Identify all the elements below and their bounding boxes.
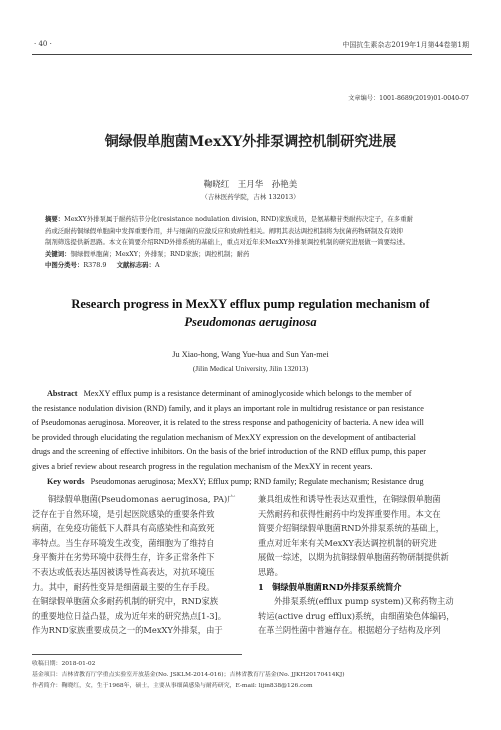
cn-abstract-line: 摘要：MexXY外排泵属于耐药结节分化(resistance nodulation division, RND)家族成员，是氨基糖苷类耐药决定子，在多重耐	[45, 215, 413, 223]
en-abstract-line: Abstract MexXY efflux pump is a resistance determinant of aminoglycoside which belongs to the member of	[47, 389, 412, 398]
footnotes	[32, 659, 472, 693]
en-affiliation: (Jilin Medical University, Jilin 132013)	[192, 364, 309, 373]
body-line: 率特点。当生存环境发生改变，菌细胞为了维持自	[32, 537, 215, 548]
en-title-line2: Pseudomonas aeruginosa	[184, 315, 317, 329]
journal-header: 中国抗生素杂志2019年1月第44卷第1期	[342, 41, 469, 49]
page-number: · 40 ·	[34, 40, 52, 48]
body-line: 身平衡并在劣势环境中获得生存，许多正常条件下	[32, 552, 215, 563]
header-rule	[32, 54, 472, 55]
article-number: 文章编号：1001-8689(2019)01-0040-07	[348, 95, 469, 102]
en-abstract-line: be provided through elucidating the regulation mechanism of MexXY expression on the development of antibacterial	[32, 432, 416, 442]
body-line: 的重要地位日益凸显，成为近年来的研究热点[1-3]。	[32, 610, 227, 621]
en-abstract-line: the resistance nodulation division (RND) family, and it plays an important role in multidrug resistance or pan resistance	[32, 403, 424, 413]
body-line: 铜绿假单胞菌(Pseudomonas aeruginosa, PA)广	[48, 494, 236, 504]
body-line: 重点对近年来有关MexXY表达调控机制的研究进	[258, 537, 437, 548]
body-line: 天然耐药和获得性耐药中均发挥重要作用。本文在	[258, 508, 441, 519]
cn-abstract-label: 摘要：	[45, 215, 65, 223]
en-keywords: Key words Pseudomonas aeruginosa; MexXY; Efflux pump; RND family; Regulate mechanism; Resistance drug	[47, 476, 424, 486]
body-line: 在铜绿假单胞菌众多耐药机制的研究中，RND家族	[32, 596, 219, 607]
body-line: 作为RND家族重要成员之一的MexXY外排泵，由于	[32, 625, 223, 636]
body-line: 在革兰阴性菌中普遍存在。根据超分子结构及序列	[258, 625, 441, 636]
en-abstract-line: drugs and the screening of effective inhibitors. On the basis of the brief introduction of the RND efflux pump, this paper	[32, 447, 426, 457]
body-left-column	[32, 492, 246, 638]
body-line: 简要介绍铜绿假单胞菌RND外排泵系统的基础上，	[258, 523, 445, 534]
funding: 基金项目：吉林省教育厅学重点实验室开放基金(No. JSKLM-2014-016)；吉林省教育厅基金(No. JJKH20170414KJ)	[32, 672, 345, 679]
en-abstract-label: Abstract	[47, 389, 78, 398]
cn-title: 铜绿假单胞菌MexXY外排泵调控机制研究进展	[104, 134, 397, 150]
body-line: 不表达或低表达基因被诱导性高表达，对抗环境压	[32, 566, 215, 577]
en-title-line1: Research progress in MexXY efflux pump regulation mechanism of	[71, 297, 430, 311]
cn-abstract-line: 制剂筛选提供新思路。本文在简要介绍RND外排系统的基础上，重点对近年来MexXY外排泵调控机制的研究进展做一简要综述。	[45, 238, 410, 247]
body-line: 思路。	[258, 566, 283, 577]
cn-keywords: 关键词：铜绿假单胞菌；MexXY；外排泵；RND家族；调控机制；耐药	[45, 249, 250, 258]
cn-abstract	[45, 214, 475, 272]
cn-classification: 中图分类号：R378.9 文献标志码：A	[45, 261, 160, 270]
author-bio: 作者简介：鞠晓红，女，生于1968年，硕士，主要从事细菌感染与耐药研究，E-mail: lijin838@126.com	[32, 683, 313, 690]
body-line: 病菌，在免疫功能低下人群具有高感染性和高致死	[32, 523, 215, 534]
body-line: 力。其中，耐药性变异是细菌最主要的生存手段。	[32, 581, 215, 592]
body-line: 展做一综述，以期为抗铜绿假单胞菌药物研制提供新	[258, 552, 449, 563]
en-abstract-line: gives a brief review about research progress in the regulation mechanism of the MexXY in recent years.	[32, 461, 373, 471]
en-abstract-line: of Pseudomonas aeruginosa. Moreover, it is related to the stress response and pathogenicity of bacteria. A new idea will	[32, 418, 424, 428]
body-line: 外排泵系统(efflux pump system)又称药物主动	[274, 596, 454, 607]
received-date: 收稿日期：2018-01-02	[32, 661, 96, 667]
body-line: 泛存在于自然环境，是引起医院感染的重要条件致	[32, 508, 215, 519]
en-authors: Ju Xiao-hong, Wang Yue-hua and Sun Yan-mei	[172, 350, 329, 359]
body-line: 转运(active drug efflux)系统，由细菌染色体编码，	[258, 610, 455, 621]
cn-affiliation: （吉林医药学院，吉林 132013）	[201, 193, 300, 201]
en-abstract	[32, 387, 472, 489]
body-right-column	[258, 492, 472, 638]
cn-abstract-line: 药或泛耐药铜绿假单胞菌中发挥重要作用，并与细菌的应激反应和致病性相关。阐明其表达调控机制将为抗菌药物研制及有效抑	[45, 226, 403, 235]
body-line: 兼具组成性和诱导性表达双重性，在铜绿假单胞菌	[258, 494, 441, 504]
footnote-rule	[32, 654, 242, 655]
section-heading: 1 铜绿假单胞菌RND外排泵系统简介	[258, 581, 402, 592]
cn-authors: 鞠晓红 王月华 孙艳美	[203, 180, 298, 190]
